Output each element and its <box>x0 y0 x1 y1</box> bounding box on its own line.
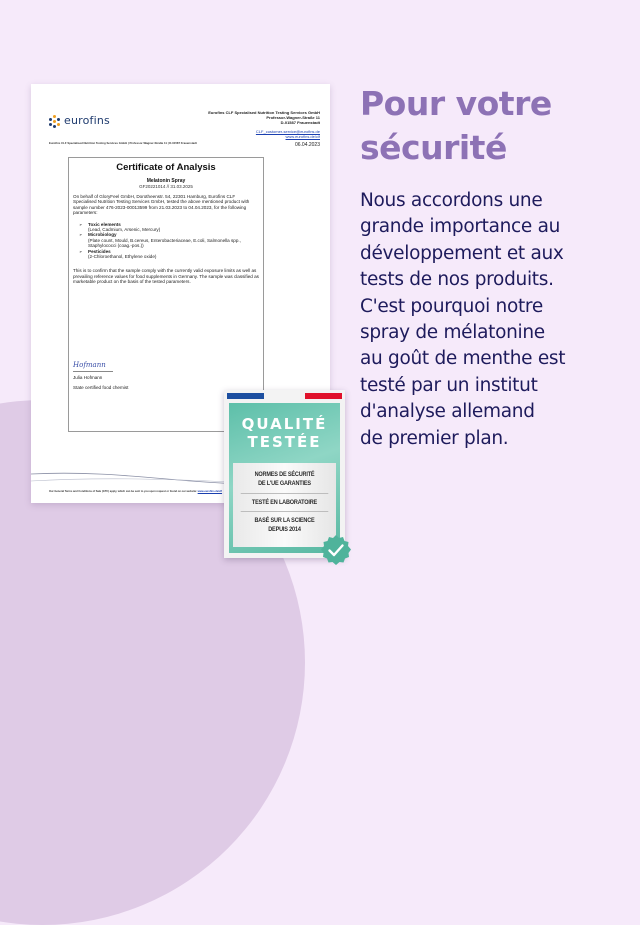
badge-teal-panel <box>229 403 340 553</box>
intro-paragraph: On behalf of GloryFeel GmbH, Dorotheenstr. 54, 22301 Hamburg, Eurofins CLF Specialised Nutrition Testing Services GmbH, tested the above mentioned product with sample number 476-2023-00013599 from 21.03.2023 to 04.04.2023, for the following parameters: <box>73 194 250 216</box>
lab-email-link[interactable]: CLF_customer-service@eurofins.de <box>255 129 320 134</box>
parameter-item: ➢ Microbiology (Plate count, Mould, B.cereus, Enterobacteriaceae, E.coli, Salmonella spp., Staphylococci (coag.-pos.)) <box>79 232 263 248</box>
claim-science-based: BASÉ SUR LA SCIENCE DEPUIS 2014 <box>241 511 329 534</box>
lab-web-link[interactable]: www.eurofins.de/clf <box>285 134 320 139</box>
signer-name: Julia Hofmann <box>73 375 103 380</box>
parameter-item: ➢ Pesticides (2-Chloroethanol, Ethylene oxide) <box>79 249 263 260</box>
page-heading: Pour votre sécurité <box>360 84 552 167</box>
eurofins-dots-icon <box>49 115 61 127</box>
lab-company: Eurofins CLF Specialised Nutrition Testing Services GmbH <box>208 110 320 115</box>
flag-red <box>305 393 342 399</box>
lot-number: GF20221014 // 31.03.2025 <box>139 184 193 189</box>
certificate-date: 06.04.2023 <box>294 142 320 148</box>
lab-address <box>208 110 320 148</box>
signature: Hofmann <box>73 361 113 372</box>
footnote-link[interactable]: www.eurofins.de/clf <box>197 490 223 493</box>
flag-blue <box>227 393 264 399</box>
product-name: Melatonin Spray <box>146 178 186 184</box>
eurofins-logo <box>49 114 110 127</box>
claim-lab-tested: TESTÉ EN LABORATOIRE <box>241 493 329 511</box>
signature-block <box>73 358 128 390</box>
logo-text: eurofins <box>64 114 110 127</box>
conclusion-paragraph: This is to confirm that the sample comply with the currently valid exposure limits as well as prevailing reference values for food supplements in Germany. The sample was classified as marketable product on the basis of the tested parameters. <box>73 268 259 285</box>
lab-street: Professor-Wagner-Straße 11 <box>266 115 320 120</box>
description-text: Nous accordons une grande importance au développement et aux tests de nos produits. C'est pourquoi notre spray de mélatonine au goût de menthe est testé par un institut d'analyse allemand de premier plan. <box>360 190 566 449</box>
quality-badge <box>224 390 345 558</box>
claim-eu-standards: NORMES DE SÉCURITÉ DE L'UE GARANTIES <box>254 471 315 487</box>
signer-title: State certified food chemist <box>73 385 129 390</box>
lab-city: D-01587 Frauenstadt <box>280 120 320 125</box>
checkmark-seal-icon <box>320 534 352 566</box>
sender-line: Eurofins CLF Specialised Nutrition Testing Services GmbH | Professor-Wagner-Straße 11 | D-01587 Frauenstadt <box>49 141 197 145</box>
badge-title: QUALITÉ TESTÉE <box>241 415 328 451</box>
footnote: Our General Terms and Conditions of Sale (GTC) apply, which can be sent to you upon request or found on our website: www.eurofins.de/clf <box>49 490 223 493</box>
certificate-title: Certificate of Analysis <box>116 162 216 173</box>
parameter-item: ➢ Toxic elements (Lead, Cadmium, Arsenic, Mercury) <box>79 222 263 233</box>
parameter-list <box>79 222 263 260</box>
